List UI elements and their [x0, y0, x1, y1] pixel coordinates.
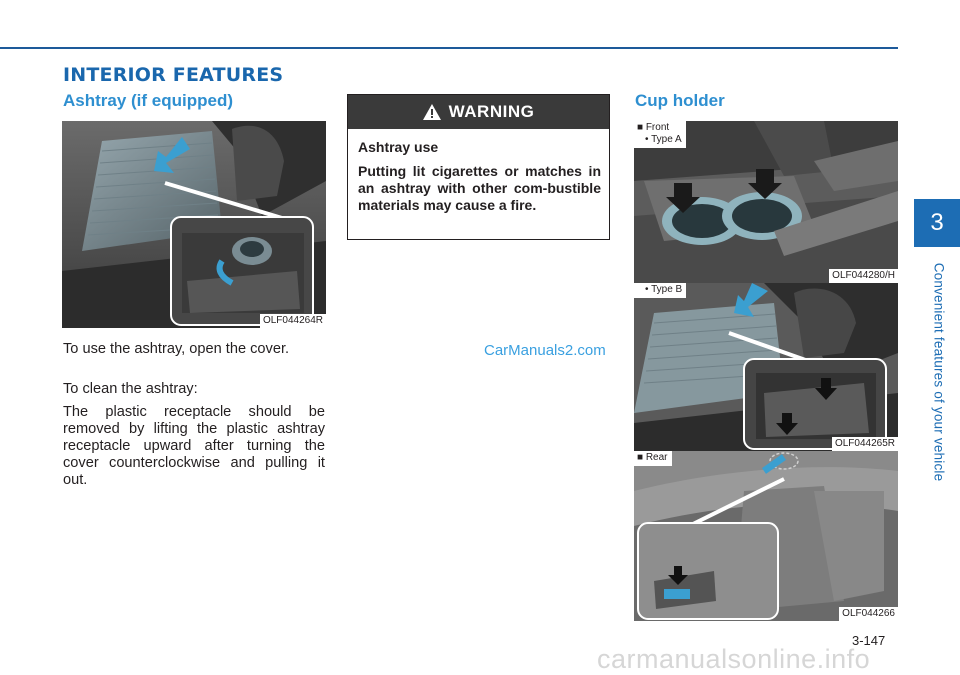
- ashtray-para-1: To use the ashtray, open the cover.: [63, 341, 290, 357]
- warning-body: Putting lit cigarettes or matches in an ashtray with other com-bustible materials may cause a fire.: [358, 163, 601, 213]
- type-a-label: • Type A: [645, 134, 682, 145]
- image-code: OLF044264R: [260, 314, 326, 328]
- top-rule: [0, 47, 898, 49]
- type-b-tag: [634, 283, 686, 298]
- warning-header: [348, 95, 609, 129]
- image-code: OLF044265R: [832, 437, 898, 451]
- front-label: ■ Front: [637, 122, 670, 133]
- page-number: 3-147: [852, 633, 886, 648]
- ashtray-drawing: [62, 121, 326, 328]
- rear-label: ■ Rear: [637, 452, 668, 463]
- cup-holder-type-a-illustration: [634, 121, 898, 283]
- chapter-number-tab: 3: [914, 199, 960, 247]
- ashtray-para-2: To clean the ashtray:: [63, 381, 198, 397]
- image-code: OLF044266: [839, 607, 898, 621]
- ashtray-illustration: [62, 121, 326, 328]
- footer-watermark: carmanualsonline.info: [597, 644, 871, 674]
- ashtray-para-3: The plastic receptacle should be removed by lifting the plastic ashtray receptacle upward after turning the cover counterclockwise and pulling it out.: [63, 404, 325, 488]
- warning-triangle-icon: [423, 104, 441, 120]
- watermark: CarManuals2.com: [484, 342, 606, 359]
- rear-tag: [634, 451, 672, 466]
- image-code: OLF044280/H: [829, 269, 898, 283]
- warning-subtitle: Ashtray use: [358, 139, 439, 155]
- chapter-title: Convenient features of your vehicle: [931, 262, 947, 482]
- warning-box: [347, 94, 610, 240]
- section-title: INTERIOR FEATURES: [63, 64, 284, 86]
- cup-holder-heading: Cup holder: [635, 91, 725, 110]
- type-b-label: • Type B: [645, 284, 683, 295]
- ashtray-heading: Ashtray (if equipped): [63, 91, 234, 110]
- cup-holder-type-b-illustration: [634, 283, 898, 451]
- warning-header-label: WARNING: [448, 102, 535, 121]
- front-tag: [634, 121, 686, 148]
- cup-holder-rear-illustration: [634, 451, 898, 621]
